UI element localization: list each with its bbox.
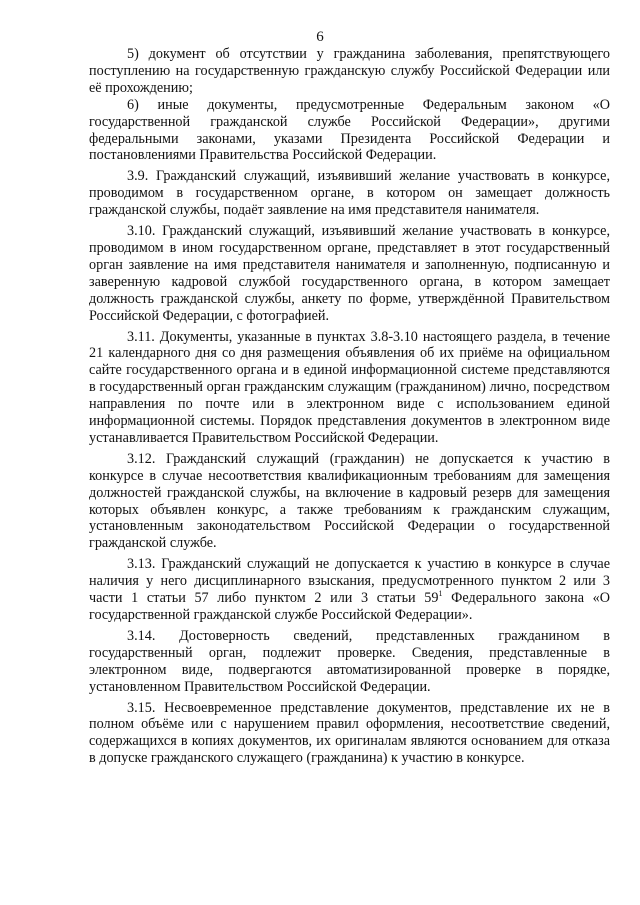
clause-3-11: 3.11. Документы, указанные в пунктах 3.8-3.10 настоящего раздела, в течение 21 календарного дня со дня размещения объявления об их приёме на официальном сайте государственного органа и в единой информационной системе представляются в государственный орган гражданским служащим (гражданином) лично, посредством направления по почте или в электронном виде с использованием единой информационной системы. Порядок представления документов в электронном виде устанавливается Правительством Российской Федерации. xyxy=(89,328,610,446)
clause-3-10: 3.10. Гражданский служащий, изъявивший желание участвовать в конкурсе, проводимом в ином государственном органе, представляет в этот государственный орган заявление на имя представителя нанимателя и заполненную, подписанную и заверенную кадровой службой государственного органа, в котором замещает должность гражданской службы, анкету по форме, утверждённой Правительством Российской Федерации, с фотографией. xyxy=(89,223,610,324)
document-body xyxy=(89,46,610,771)
clause-3-9: 3.9. Гражданский служащий, изъявивший желание участвовать в конкурсе, проводимом в государственном органе, в котором он замещает должность гражданской службы, подаёт заявление на имя представителя нанимателя. xyxy=(89,168,610,219)
clause-3-13-text-end: Федерального закона «О государственной гражданской службе Российской Федерации». xyxy=(89,590,611,623)
clause-3-13-text: 3.13. Гражданский служащий не допускается к участию в конкурсе в случае наличия у него дисциплинарного взыскания, предусмотренного пунктом 2 или 3 части 1 статьи 57 либо пунктом 2 или 3 статьи 59 xyxy=(89,556,610,607)
list-item-5: 5) документ об отсутствии у гражданина заболевания, препятствующего поступлению на государственную гражданскую службу Российской Федерации или её прохождению; xyxy=(89,46,610,96)
article-superscript: 1 xyxy=(438,589,443,599)
page-number: 6 xyxy=(316,29,324,45)
clause-3-12: 3.12. Гражданский служащий (гражданин) не допускается к участию в конкурсе в случае несоответствия квалификационным требованиям для замещения должностей гражданской службы, на включение в кадровый резерв для замещения которых объявлен конкурс, а также требованиям к гражданским служащим, установленным законодательством Российской Федерации о государственной гражданской службе. xyxy=(89,450,610,552)
list-item-6: 6) иные документы, предусмотренные Федеральным законом «О государственной гражданской службе Российской Федерации», другими федеральными законами, указами Президента Российской Федерации и постановлениями Правительства Российской Федерации. xyxy=(89,96,610,164)
clause-3-14: 3.14. Достоверность сведений, представленных гражданином в государственный орган, подлежит проверке. Сведения, представленные в электронном виде, подвергаются автоматизированной проверке в порядке, установленном Правительством Российской Федерации. xyxy=(89,627,610,695)
clause-3-15: 3.15. Несвоевременное представление документов, представление их не в полном объёме или с нарушением правил оформления, несоответствие сведений, содержащихся в копиях документов, их оригиналам являются основанием для отказа в допуске гражданского служащего (гражданина) к участию в конкурсе. xyxy=(89,699,610,767)
clause-3-13 xyxy=(89,556,610,624)
